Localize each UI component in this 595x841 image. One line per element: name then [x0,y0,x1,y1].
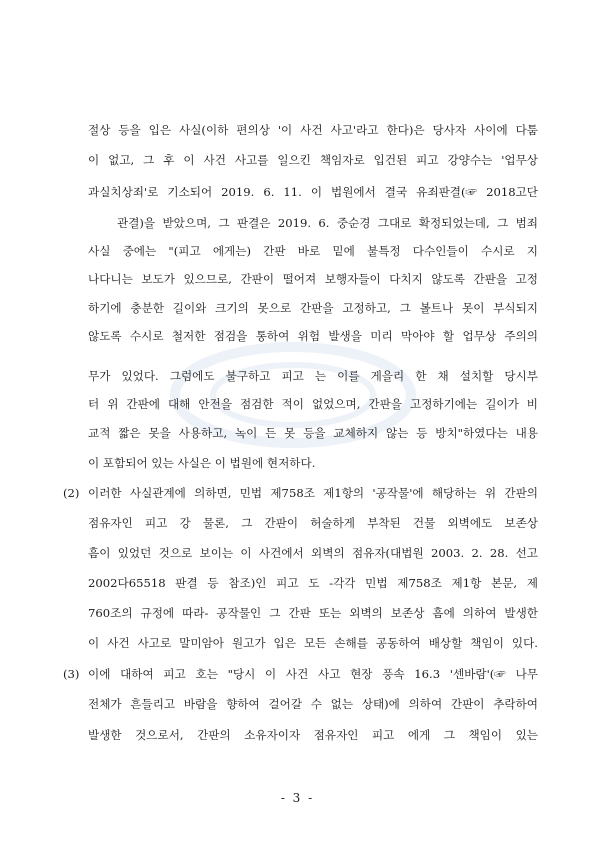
paragraph-3-marker: (3) [63,667,80,681]
page-number: - 3 - [280,791,315,805]
paragraph-1-line: 터 위 간판에 대해 안전을 점검한 적이 없었으며, 간판을 고정하기에는 길이가 비 [88,397,538,411]
paragraph-1-line: 과실치상죄'로 기소되어 2019. 6. 11. 이 법원에서 결국 유죄판결(☞ 2018고단 [88,185,538,199]
paragraph-3-line: 발생한 것으로서, 간판의 소유자이자 점유자인 피고 에게 그 책임이 있는 [88,728,538,742]
paragraph-1-line: 나다니는 보도가 있으므로, 간판이 떨어져 보행자들이 다치지 않도록 간판을 고정 [88,272,538,286]
paragraph-1-line: 사실 중에는 "(피고 에게는) 간판 바로 밑에 불특정 다수인들이 수시로 지 [88,244,538,258]
paragraph-2-line: 흠이 있었던 것으로 보이는 이 사건에서 외벽의 점유자(대법원 2003. 2. 28. 선고 [88,546,538,560]
paragraph-1-line: 이 포함되어 있는 사실은 이 법원에 현저하다. [88,456,316,470]
paragraph-2-marker: (2) [63,486,80,500]
paragraph-1-line: 않도록 수시로 철저한 점검을 통하여 위험 발생을 미리 막아야 할 업무상 주의의 [88,329,538,343]
paragraph-1-line: 교적 짧은 못을 사용하고, 녹이 든 못 등을 교체하지 않는 등 방치"하였다는 내용 [88,426,538,440]
paragraph-2-line: 760조의 규정에 따라- 공작물인 그 간판 또는 외벽의 보존상 흠에 의하여 발생한 [88,606,538,620]
paragraph-2-line: 이 사건 사고로 말미암아 원고가 입은 모든 손해를 공동하여 배상할 책임이 있다. [88,636,538,650]
paragraph-3-line: 전체가 흔들리고 바람을 향하여 걸어갈 수 없는 상태)에 의하여 간판이 추락하여 [88,697,538,711]
paragraph-2-line: 2002다65518 판결 등 참조)인 피고 도 -각각 민법 제758조 제1항 본문, 제 [88,576,538,590]
paragraph-1-line: 관결)을 받았으며, 그 판결은 2019. 6. 중순경 그대로 확정되었는데, 그 범죄 [117,216,538,230]
paragraph-3-line: 이에 대하여 피고 호는 "당시 이 사건 사고 현장 풍속 16.3 '센바람'(☞ 나무 [88,667,538,681]
paragraph-1-line: 절상 등을 입은 사실(이하 편의상 '이 사건 사고'라고 한다)은 당사자 사이에 다툼 [88,123,538,137]
paragraph-2-line: 점유자인 피고 강 물론, 그 간판이 허술하게 부착된 건물 외벽에도 보존상 [88,516,538,530]
paragraph-1-line: 하기에 충분한 길이와 크기의 못으로 간판을 고정하고, 그 볼트나 못이 부식되지 [88,301,538,315]
paragraph-1-line: 이 없고, 그 후 이 사건 사고를 일으킨 책임자로 입건된 피고 강양수는 '업무상 [88,153,538,167]
paragraph-1-line: 무가 있었다. 그럼에도 불구하고 피고 는 이를 게을리 한 채 설치할 당시부 [88,369,538,383]
paragraph-2-line: 이러한 사실관계에 의하면, 민법 제758조 제1항의 '공작물'에 해당하는 위 간판의 [88,486,538,500]
